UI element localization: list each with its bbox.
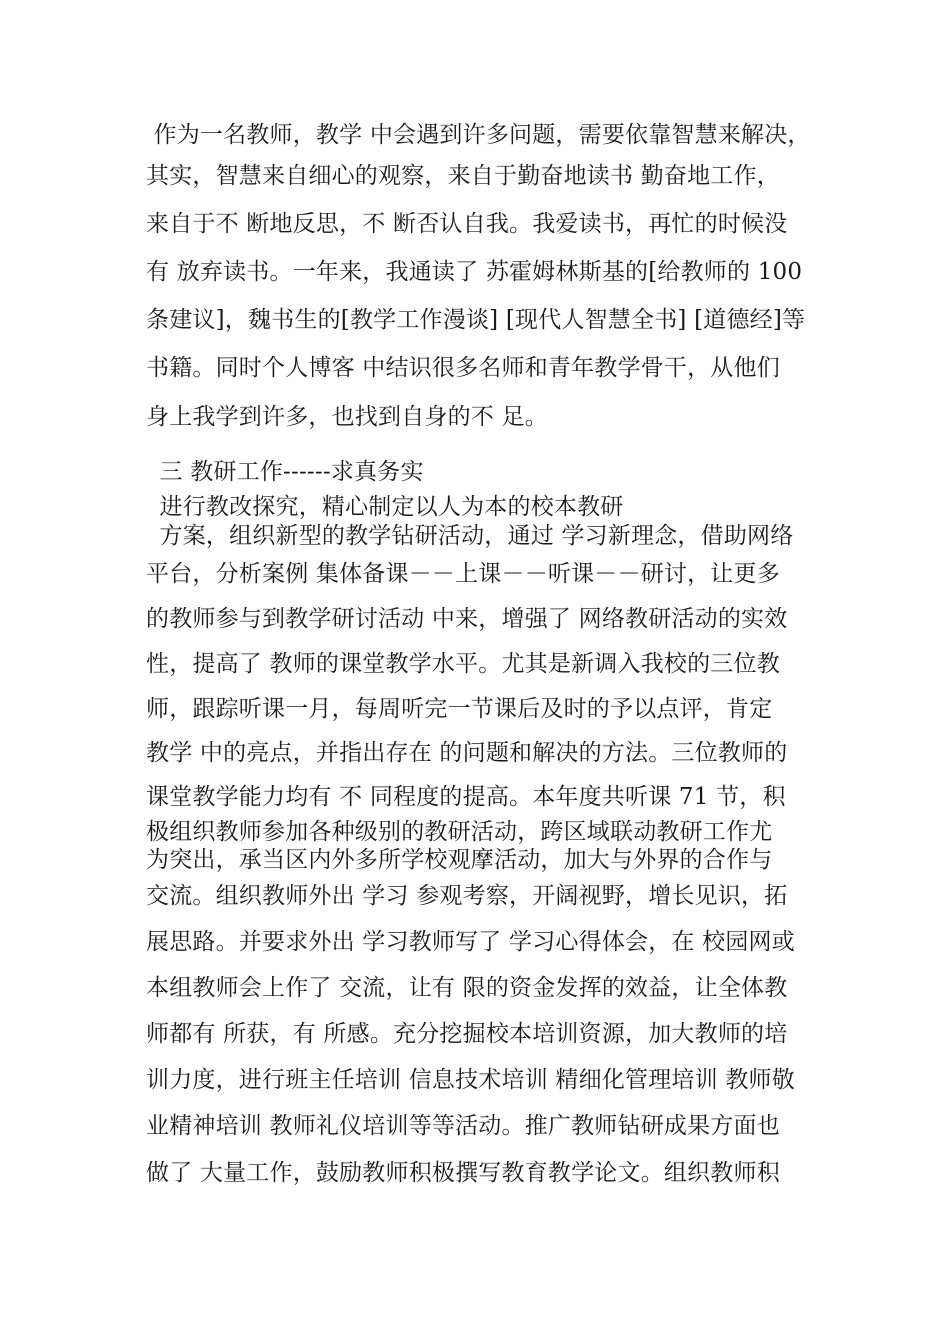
text-line-13: 性，提高了 教师的课堂教学水平。尤其是新调入我校的三位教 bbox=[146, 651, 780, 677]
text-line-21: 本组教师会上作了 交流，让有 限的资金发挥的效益，让全体教 bbox=[146, 975, 788, 1001]
text-line-22: 师都有 所获，有 所感。充分挖掘校本培训资源，加大教师的培 bbox=[146, 1021, 788, 1047]
text-line-7: 身上我学到许多，也找到自身的不 足。 bbox=[146, 404, 548, 430]
text-line-17: 极组织教师参加各种级别的教研活动，跨区域联动教研工作尤 bbox=[146, 819, 773, 845]
text-line-19: 交流。组织教师外出 学习 参观考察，开阔视野，增长见识，拓 bbox=[146, 883, 788, 909]
text-line-6: 书籍。同时个人博客 中结识很多名师和青年教学骨干，从他们 bbox=[146, 355, 780, 381]
text-line-18: 为突出，承当区内外多所学校观摩活动，加大与外界的合作与 bbox=[146, 847, 773, 873]
text-line-16: 课堂教学能力均有 不 同程度的提高。本年度共听课 71 节，积 bbox=[146, 784, 786, 810]
text-line-15: 教学 中的亮点，并指出存在 的问题和解决的方法。三位教师的 bbox=[146, 740, 788, 766]
text-line-11: 平台，分析案例 集体备课－－上课－－听课－－研讨，让更多 bbox=[146, 561, 780, 587]
text-line-24: 业精神培训 教师礼仪培训等等活动。推广教师钻研成果方面也 bbox=[146, 1113, 780, 1139]
text-line-10: 方案，组织新型的教学钻研活动，通过 学习新理念，借助网络 bbox=[152, 523, 794, 549]
text-line-1: 作为一名教师，教学 中会遇到许多问题，需要依靠智慧来解决， bbox=[146, 122, 811, 148]
text-line-4: 有 放弃读书。一年来，我通读了 苏霍姆林斯基的[给教师的 100 bbox=[146, 259, 803, 285]
text-line-3: 来自于不 断地反思，不 断否认自我。我爱读书，再忙的时候没 bbox=[146, 211, 788, 237]
text-line-9: 进行教改探究，精心制定以人为本的校本教研 bbox=[152, 494, 624, 520]
text-line-12: 的教师参与到教学研讨活动 中来，增强了 网络教研活动的实效 bbox=[146, 606, 788, 632]
text-line-14: 师，跟踪听课一月，每周听完一节课后及时的予以点评，肯定 bbox=[146, 696, 773, 722]
text-line-23: 训力度，进行班主任培训 信息技术培训 精细化管理培训 教师敬 bbox=[146, 1067, 795, 1093]
text-line-5: 条建议]，魏书生的[教学工作漫谈] [现代人智慧全书] [道德经]等 bbox=[146, 307, 806, 333]
text-line-25: 做了 大量工作，鼓励教师积极撰写教育教学论文。组织教师积 bbox=[146, 1160, 780, 1186]
section-heading: 三 教研工作------求真务实 bbox=[152, 459, 424, 485]
text-line-20: 展思路。并要求外出 学习教师写了 学习心得体会，在 校园网或 bbox=[146, 929, 795, 955]
text-line-2: 其实，智慧来自细心的观察，来自于勤奋地读书 勤奋地工作， bbox=[146, 163, 780, 189]
